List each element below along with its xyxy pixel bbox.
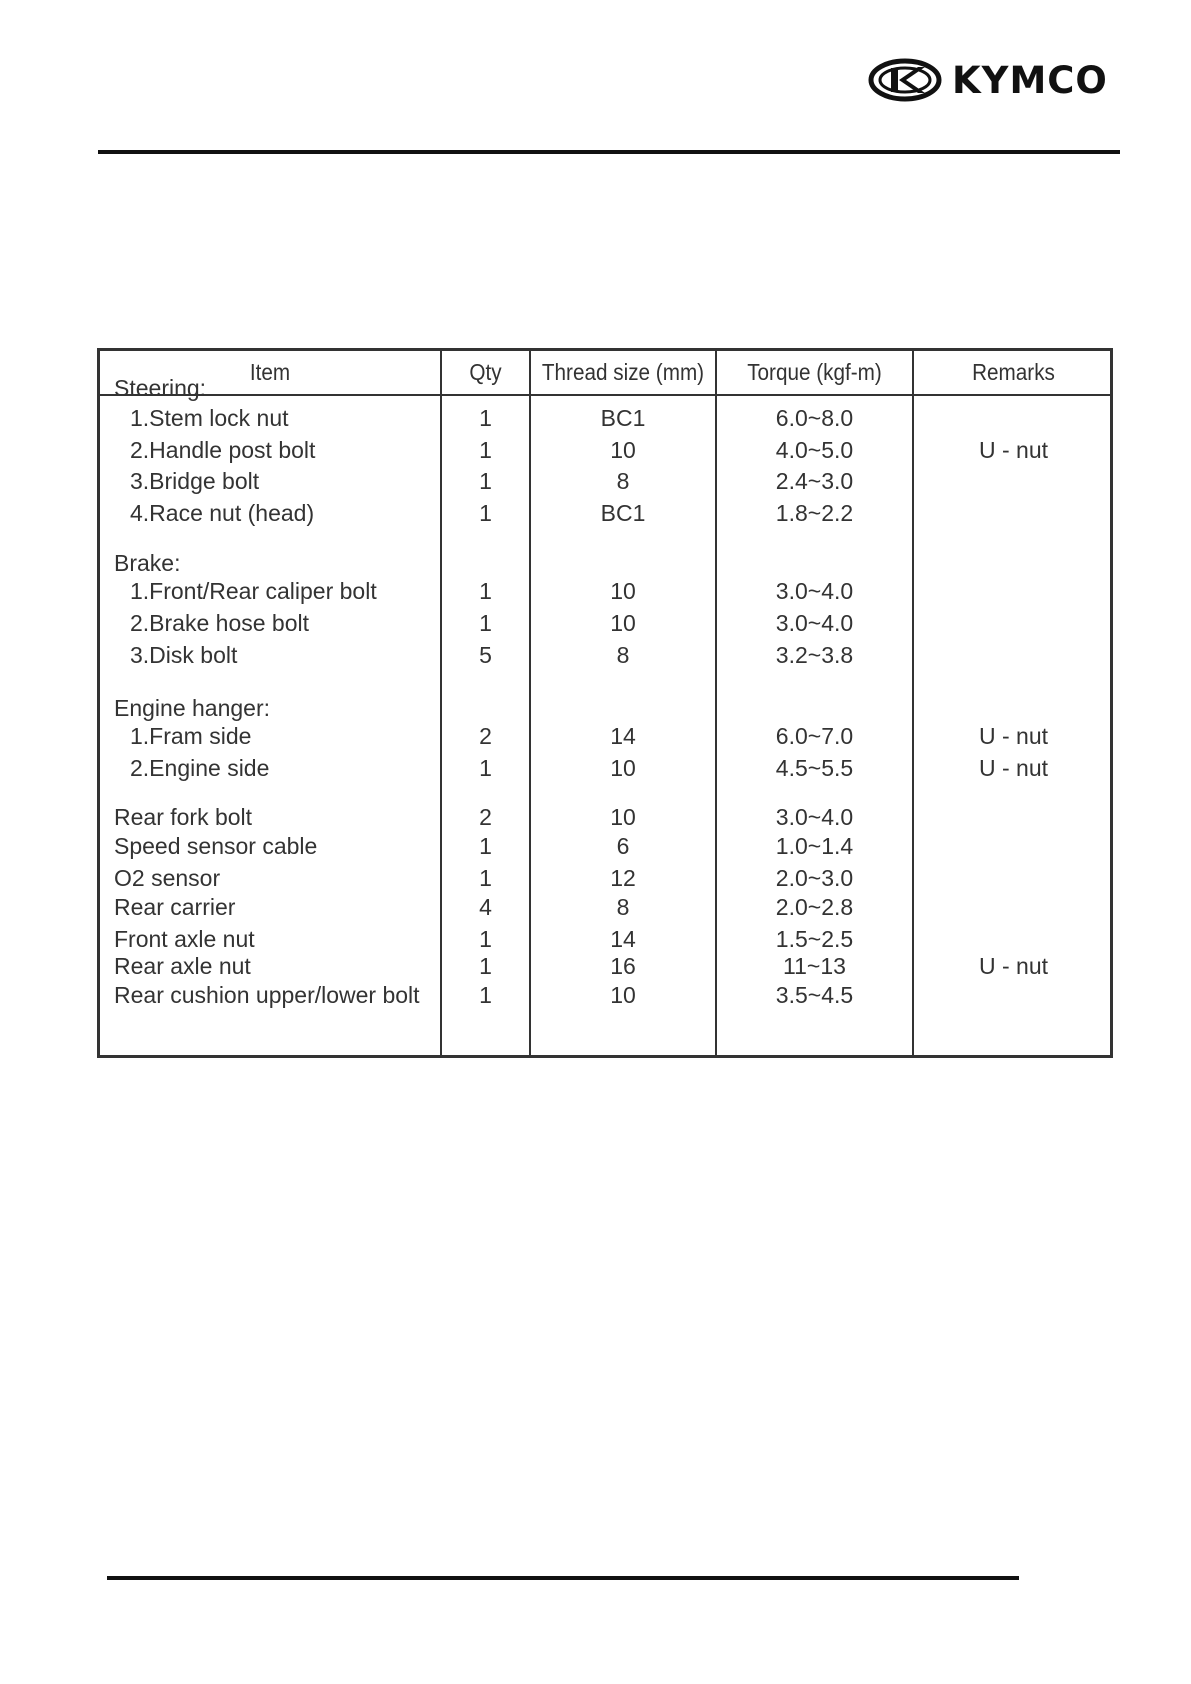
item-qty: 1 [479, 755, 492, 781]
item-torque: 4.5~5.5 [775, 755, 854, 781]
item-torque: 3.0~4.0 [775, 804, 854, 830]
item-torque: 1.8~2.2 [775, 500, 854, 526]
item-name: Rear fork bolt [114, 804, 253, 830]
item-torque: 2.4~3.0 [775, 468, 854, 494]
item-name: 3.Bridge bolt [130, 468, 260, 494]
group-heading: Steering: [114, 375, 207, 401]
item-thread-size: BC1 [600, 405, 646, 431]
item-thread-size: 8 [616, 468, 630, 494]
header-divider [100, 394, 1110, 396]
item-torque: 4.0~5.0 [775, 437, 854, 463]
item-name: 1.Stem lock nut [130, 405, 289, 431]
item-name: Speed sensor cable [114, 833, 318, 859]
header-rule [98, 150, 1120, 154]
item-torque: 2.0~3.0 [775, 865, 854, 891]
item-thread-size: 10 [610, 437, 636, 463]
item-torque: 3.5~4.5 [775, 982, 854, 1008]
kymco-emblem-icon [868, 58, 942, 102]
header-remarks: Remarks [972, 359, 1055, 385]
item-name: Rear cushion upper/lower bolt [114, 982, 420, 1008]
item-name: 1.Front/Rear caliper bolt [130, 578, 377, 604]
item-qty: 2 [479, 723, 492, 749]
item-name: 4.Race nut (head) [130, 500, 315, 526]
item-qty: 1 [479, 578, 492, 604]
item-name: 3.Disk bolt [130, 642, 238, 668]
item-qty: 1 [479, 833, 492, 859]
item-qty: 1 [479, 500, 492, 526]
header-torque: Torque (kgf-m) [747, 359, 882, 385]
header-thread-size: Thread size (mm) [541, 359, 705, 385]
item-thread-size: 10 [610, 610, 636, 636]
item-thread-size: 10 [610, 982, 636, 1008]
item-name: Rear axle nut [114, 953, 251, 979]
item-qty: 1 [479, 610, 492, 636]
item-thread-size: 8 [616, 894, 630, 920]
item-torque: 3.0~4.0 [775, 610, 854, 636]
group-heading: Brake: [114, 550, 181, 576]
item-thread-size: 8 [616, 642, 630, 668]
item-name: O2 sensor [114, 865, 221, 891]
item-qty: 1 [479, 953, 492, 979]
item-qty: 1 [479, 982, 492, 1008]
item-torque: 6.0~8.0 [775, 405, 854, 431]
item-torque: 3.0~4.0 [775, 578, 854, 604]
item-torque: 6.0~7.0 [775, 723, 854, 749]
item-remark: U - nut [978, 723, 1049, 749]
item-qty: 2 [479, 804, 492, 830]
item-torque: 3.2~3.8 [775, 642, 854, 668]
header-qty: Qty [469, 359, 502, 385]
item-qty: 4 [479, 894, 492, 920]
item-name: 2.Engine side [130, 755, 270, 781]
item-qty: 1 [479, 865, 492, 891]
item-name: Rear carrier [114, 894, 236, 920]
item-name: 1.Fram side [130, 723, 252, 749]
item-thread-size: 6 [616, 833, 630, 859]
item-qty: 1 [479, 405, 492, 431]
item-thread-size: BC1 [600, 500, 646, 526]
item-torque: 1.5~2.5 [775, 926, 854, 952]
item-thread-size: 10 [610, 578, 636, 604]
item-thread-size: 10 [610, 755, 636, 781]
torque-table [97, 348, 1113, 1058]
item-qty: 1 [479, 926, 492, 952]
item-thread-size: 14 [610, 926, 636, 952]
item-qty: 1 [479, 437, 492, 463]
item-remark: U - nut [978, 437, 1049, 463]
footer-rule [107, 1576, 1019, 1580]
item-qty: 5 [479, 642, 492, 668]
item-thread-size: 16 [610, 953, 636, 979]
group-heading: Engine hanger: [114, 695, 271, 721]
item-remark: U - nut [978, 953, 1049, 979]
header-item: Item [249, 359, 291, 385]
item-thread-size: 12 [610, 865, 636, 891]
item-thread-size: 10 [610, 804, 636, 830]
item-torque: 1.0~1.4 [775, 833, 854, 859]
kymco-logo [868, 58, 1108, 102]
brand-name: KYMCO [952, 58, 1108, 102]
item-name: 2.Brake hose bolt [130, 610, 310, 636]
item-torque: 11~13 [783, 953, 846, 979]
item-name: Front axle nut [114, 926, 255, 952]
item-name: 2.Handle post bolt [130, 437, 316, 463]
item-qty: 1 [479, 468, 492, 494]
item-torque: 2.0~2.8 [775, 894, 854, 920]
item-remark: U - nut [978, 755, 1049, 781]
item-thread-size: 14 [610, 723, 636, 749]
